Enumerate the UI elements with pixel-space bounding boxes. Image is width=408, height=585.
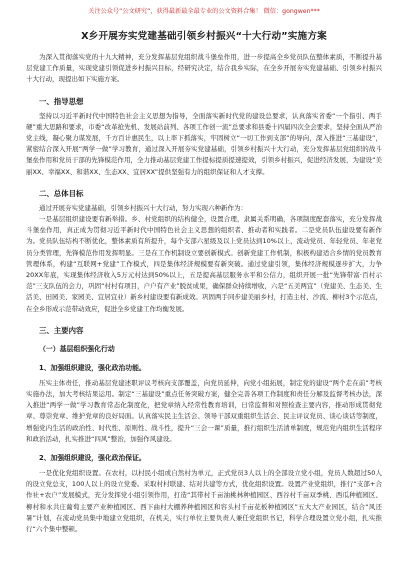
section-heading-tasks: 三、主要内容 xyxy=(39,325,84,335)
subsection-heading-1: （一）基层组织强化行动 xyxy=(39,344,115,353)
item-paragraph-1: 压实主体责任，推动基层党建述职评议考核向支部覆盖，向党员延伸，向党小组拓展，制定党的建设“两个走在前”考核实施办法，加大考核结果运用。制定“三基建设”重点任务突破方案，健全完善各项工作制度和责任分解及监督考核办法，深入推进“两学一做”学习教育常态化制度化，把党章纳入经常性教育培训，日常监督和对照检查主要内容，推动形成贯彻党章、尊崇党章、维护党章的良好局面。认真落实民主生活会、领导干部双重组织生活会、民主评议党员、谈心谈话等制度，增强党内生活的政治性、时代性、原则性、战斗性，提升“三会一课”质量，推行组织生活清单制度，规范党内组织生活程序和政治活动，扎实推进“四风”整治，加强作风建设。 xyxy=(26,378,382,443)
intro-paragraph: 为深入贯彻落实党的十九大精神，充分发挥基层党组织战斗堡垒作用，进一步提高全乡党员队伍整体素质，不断提升基层党建工作质量，实现党建引领促进乡村振兴目标，经研究决定，结合我乡实际，在全乡开展夯实党建基础、引领乡村振兴十大行动，现提出如下实施方案。 xyxy=(26,53,382,84)
promo-banner: 关注公众号“公文研究”，获得最新最全最专业的公文资料合集！ 微信：gongwen*** xyxy=(88,8,320,15)
item-heading-1: 1、加强组织建设，强化政治功能。 xyxy=(39,363,146,372)
section-heading-guiding: 一、指导思想 xyxy=(39,96,84,106)
item-heading-2: 2、加强组织建设，强化政治保证。 xyxy=(39,454,146,463)
document-title: X乡开展夯实党建基础引领乡村振兴“十大行动”实施方案 xyxy=(81,31,327,42)
guiding-paragraph: 坚持以习近平新时代中国特色社会主义思想为指导，全面落实新时代党的建设总要求，认真落实省委“一个指引、两手硬”重大思路和要求，市委“改革抢先机、发展站前列、各项工作创一流”总要求和县委十四届四次全会要求，坚持全面从严治党主线，凝心聚力谋发展，千方百计惠民生，以上率下抓落实，牢固树立“一切工作到支部”的导向，深入推进“三基建设”，紧密结合深入开展“两学一做”学习教育，通过深入开展夯实党建基础，引领乡村振兴十大行动，充分发挥基层党组织的战斗堡垒作用和党员干部的先锋模范作用，全力推动基层党建工作提标提质提速提效，引领乡村振兴，促进经济发展，为建设“美丽XX、幸福XX、和谐XX、生态XX、宜居XX”提供坚强有力的组织保证和人才支撑。 xyxy=(26,111,382,176)
goal-paragraph-2: 一是基层组织建设要有新举措。乡、村党组织的结构健全，设置合理，隶属关系明确，各项制度配套落实，充分发挥战斗堡垒作用，真正成为贯彻习近平新时代中国特色社会主义思想的组织者、推动者和实践者。二是党员队伍建设要有新作为。党员队伍结构不断优化，整体素质有所提升，每个支部六星级及以上党员达到10%以上，流动党员、年轻党员、年老党员分类管理，先锋模范作用发挥明显。三是在工作机制设立要创新模式。创新党建工作机制，积极构建适合乡情的党员教育管理体系，构建“互联网+党建”工作模式，四是集体经济规模要有新突破。通过党建引领，集体经济规模逐步扩大，力争20XX年底，实现集体经济收入5万元村达到50%以上，五是提高基层服务水平和公信力，组织开展一批“先锋带富·百村示范”三支队伍的会力，巩固“村村有项目，户户有产业”脱贫成果，确保群众持续增收，六是“五美两宜”（党建美、生态美、生活美、田园美、家园美、宜居宜业）新乡村建设要有新成效。巩固两手同步建美丽乡村，打造主村、沙流、柳村3个示范点，在全乡形成示范带动效应，促进全乡党建工作均衡发展。 xyxy=(26,215,382,313)
section-heading-goal: 二、总体目标 xyxy=(39,188,84,198)
goal-paragraph-1: 通过开展夯实党建基础，引领乡村振兴十大行动，努力实现六种新作为： xyxy=(39,203,247,212)
document-page xyxy=(0,5,408,585)
item-paragraph-2: 一是优化党组织设置。在农村，以村民小组或自然村为单元，正式党员3人以上的全部设立党小组，党员人数超过50人的设立党总支，100人以上的设立党委。采取村村联建、结对共建等方式，优化组织设置。设置产业党组织，推行“支部+合作社+农户”发展模式，充分发挥党小组引领作用，打造“其带村千亩油桃林种植园区、西谷村千亩双季桃、西瓜种植园区、柳村和永共庄葡萄主要产业种植园区、西下曲村大棚养种植园区和容头村千亩花板种植园区”五大大产业园区，结合“风还暑”计划，在流动党员集中地建立党组织，在机关，实行单位主要负责人兼任党组织书记，科学合理设置立党小组，扎实推行“六个集中整顿。 xyxy=(26,469,382,534)
